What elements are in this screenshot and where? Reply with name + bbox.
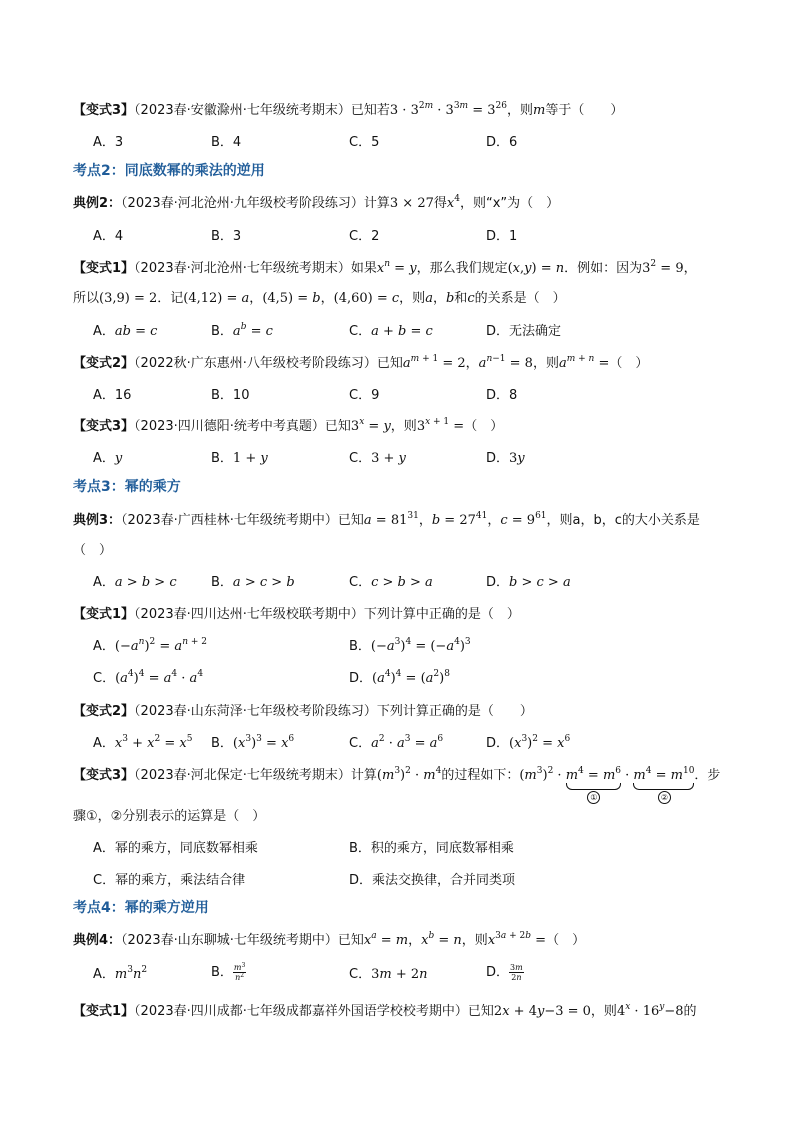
question-tag: 【变式3】	[73, 103, 135, 118]
section-heading: 考点3：幂的乘方	[73, 479, 181, 495]
option-d[interactable]: D．$(x^3)^2 = x^6$	[486, 734, 571, 751]
section-heading: 考点2：同底数幂的乘法的逆用	[73, 163, 265, 179]
option-b[interactable]: B．$(-a^3)^4 = (-a^4)^3$	[349, 637, 471, 654]
option-c[interactable]: C．a + b = c	[349, 324, 433, 339]
option-a[interactable]: A．16	[93, 388, 132, 403]
underbrace-step-2: $m^4 = m^{10}$ ②	[633, 766, 695, 802]
option-b[interactable]: B．10	[211, 388, 250, 403]
option-d[interactable]: D．6	[486, 135, 518, 150]
question-ex2: 典例2：（2023春·河北沧州·九年级校考阶段练习）计算3 × 27得$x^4$，则“x”为（ ）	[73, 194, 560, 211]
option-a[interactable]: A．幂的乘方，同底数幂相乘	[93, 841, 258, 856]
question-v1a: 【变式1】（2023春·河北沧州·七年级统考期末）如果$x^n = y$，那么我们规定(x,y) = n．例如：因为$3^2 = 9$，	[73, 259, 697, 276]
option-b[interactable]: B．$(x^3)^3 = x^6$	[211, 734, 295, 751]
question-ex4: 典例4：（2023春·山东聊城·七年级统考期中）已知$x^a = m$，$x^b = n$，则$x^{3a + 2b}$ =（ ）	[73, 931, 586, 948]
question-v1b: 【变式1】（2023春·四川达州·七年级校联考期中）下列计算中正确的是（ ）	[73, 607, 520, 622]
question-v3b: 【变式3】（2023·四川德阳·统考中考真题）已知$3^x = y$，则$3^{x + 1}$ =（ ）	[73, 417, 504, 434]
math-expression: $3 \cdot 3^{2m} \cdot 3^{3m} = 3^{26}$	[389, 101, 507, 118]
option-d[interactable]: D．乘法交换律，合并同类项	[349, 873, 516, 888]
step-1-marker: ①	[587, 791, 600, 804]
option-c[interactable]: C．幂的乘方，乘法结合律	[93, 873, 246, 888]
option-b[interactable]: B．4	[211, 135, 242, 150]
option-a[interactable]: A．$(-a^n)^2 = a^{n + 2}$	[93, 637, 207, 654]
option-d[interactable]: D．b > c > a	[486, 575, 571, 590]
option-c[interactable]: C．$a^2 \cdot a^3 = a^6$	[349, 734, 444, 751]
option-b[interactable]: B．a > c > b	[211, 575, 295, 590]
option-d[interactable]: D．8	[486, 388, 518, 403]
option-d[interactable]: D．1	[486, 229, 518, 244]
question-v3c-line2: 骤①，②分别表示的运算是（ ）	[73, 809, 266, 824]
option-c[interactable]: C．3m + 2n	[349, 967, 428, 982]
question-v2a: 【变式2】（2022秋·广东惠州·八年级校考阶段练习）已知$a^{m + 1} = 2$，$a^{n-1} = 8$，则$a^{m + n}$ =（ ）	[73, 354, 649, 371]
question-v3c: 【变式3】（2023春·河北保定·七年级统考期末）计算$(m^3)^2 \cdot m^4$的过程如下：$(m^3)^2 \cdot m^4 = m^6$ ① · $m^4 = m^{10}$ ② ．步	[73, 766, 721, 802]
option-d[interactable]: D．3y	[486, 451, 525, 466]
option-b[interactable]: B．3	[211, 229, 242, 244]
option-c[interactable]: C．2	[349, 229, 380, 244]
question-v1a-line2: 所以(3,9) = 2．记(4,12) = a，(4,5) = b，(4,60) = c，则a，b和c的关系是（ ）	[73, 291, 566, 306]
option-b[interactable]: B．1 + y	[211, 451, 268, 466]
option-d[interactable]: D． $\frac{3m}{2n}$	[486, 963, 523, 982]
option-a[interactable]: A．y	[93, 451, 123, 466]
option-a[interactable]: A．a > b > c	[93, 575, 177, 590]
option-d[interactable]: D．$(a^4)^4 = (a^2)^8$	[349, 669, 450, 686]
option-c[interactable]: C．9	[349, 388, 380, 403]
question-v3a: 【变式3】（2023春·安徽滁州·七年级统考期末）已知若$3 \cdot 3^{2m} \cdot 3^{3m} = 3^{26}$，则m等于（ ）	[73, 101, 624, 118]
option-a[interactable]: A．ab = c	[93, 324, 158, 339]
option-a[interactable]: A．3	[93, 135, 124, 150]
question-v2b: 【变式2】（2023春·山东菏泽·七年级校考阶段练习）下列计算正确的是（ ）	[73, 704, 533, 719]
option-d[interactable]: D．无法确定	[486, 324, 562, 339]
option-b[interactable]: B．积的乘方，同底数幂相乘	[349, 841, 514, 856]
option-c[interactable]: C．5	[349, 135, 380, 150]
underbrace-step-1: $m^4 = m^6$ ①	[565, 766, 621, 802]
question-ex3: 典例3：（2023春·广西桂林·七年级统考期中）已知$a = 81^{31}$，$b = 27^{41}$，$c = 9^{61}$，则a，b，c的大小关系是	[73, 511, 700, 528]
option-b[interactable]: B． $\frac{m^3}{n^2}$	[211, 962, 246, 982]
question-ex3-line2: （ ）	[73, 543, 113, 558]
section-heading: 考点4：幂的乘方逆用	[73, 900, 209, 916]
question-v1c: 【变式1】（2023春·四川成都·七年级成都嘉祥外国语学校校考期中）已知2x + 4y−3 = 0，则$4^x \cdot 16^y-8$的	[73, 1002, 697, 1019]
step-2-marker: ②	[658, 791, 671, 804]
option-a[interactable]: A．$m^3n^2$	[93, 965, 148, 982]
option-c[interactable]: C．$(a^4)^4 = a^4 \cdot a^4$	[93, 669, 204, 686]
option-b[interactable]: B．$a^b = c$	[211, 322, 273, 339]
option-c[interactable]: C．3 + y	[349, 451, 406, 466]
option-a[interactable]: A．4	[93, 229, 124, 244]
option-a[interactable]: A．$x^3 + x^2 = x^5$	[93, 734, 193, 751]
option-c[interactable]: C．c > b > a	[349, 575, 433, 590]
